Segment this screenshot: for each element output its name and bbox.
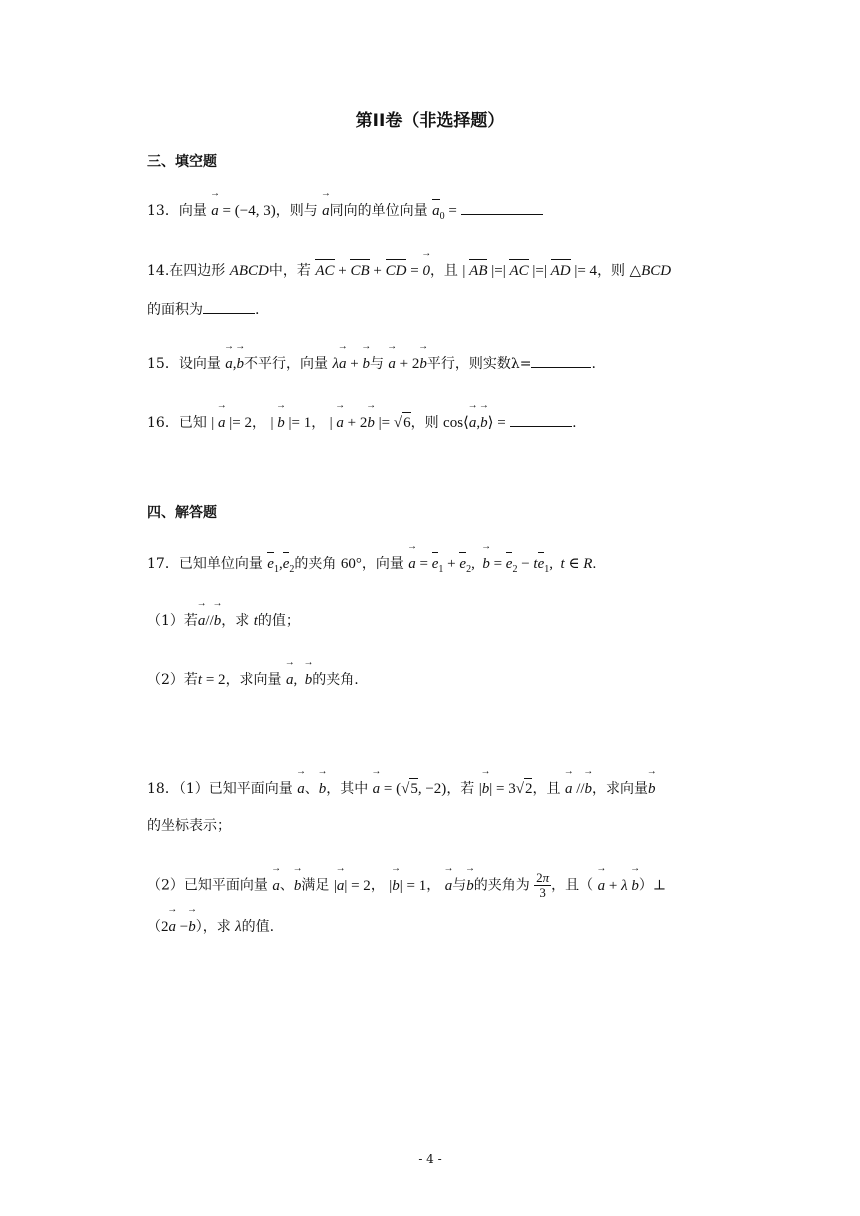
answer-blank-13 (461, 214, 543, 215)
question-14-cont: 的面积为 . (147, 302, 260, 318)
question-17-part-1: （1）若→ a//→ b，求 t的值； (147, 611, 300, 631)
question-14: 14.在四边形 ABCD中，若 AC + CB + CD = → 0，且 | AB |=| AC |=| AD |= 4，则 △BCD (147, 259, 671, 281)
page-title: 第II卷（非选择题） (355, 111, 505, 131)
answer-blank-15 (531, 367, 591, 368)
answer-blank-16 (510, 426, 572, 427)
question-18-part-1: 18．（1）已知平面向量 → a、→ b，其中 → a = (√5, −2)，若 |→ b| = 3√2，且 → a //→ b，求向量→ b (147, 778, 656, 799)
question-17: 17．已知单位向量 $e_1,e_2$的夹角 60°，向量 → $a = e_1 + e_2$, → $b = e_2 - te_1$, t ∈ R. (147, 552, 596, 580)
question-17-part-2: （2）若t = 2，求向量 → a, → b的夹角. (147, 670, 359, 690)
question-18-part-1-cont: 的坐标表示； (147, 818, 231, 834)
page-number: - 4 - (418, 1152, 442, 1166)
section-fill-in: 三、填空题 (147, 154, 217, 170)
question-15: 15．设向量 → a,→ b不平行，向量 λ→ a + → b与 → a + 2→ b平行，则实数λ= . (147, 354, 596, 374)
section-solve: 四、解答题 (147, 505, 217, 521)
question-18-part-2-cont: （2→ a −→ b），求 λ的值. (147, 917, 274, 937)
question-13: 13．向量 → a = (−4, 3)，则与 → a同向的单位向量 $a_0$ = (147, 199, 543, 227)
fraction-2pi-over-3: $\frac{2\pi}{3}$ (536, 870, 550, 900)
question-18-part-2: （2）已知平面向量 → a、→ b满足 |→ a| = 2， |→ b| = 1， → a与→ b的夹角为 $\frac{2\pi}{3}$ ，且（ → a + λ → b）⊥ (147, 871, 666, 900)
question-16: 16．已知 | → a |= 2， | → b |= 1， | → a + 2→ b |= √6，则 cos⟨→ a,→ b⟩ = . (147, 412, 577, 433)
answer-blank-14 (203, 313, 255, 314)
